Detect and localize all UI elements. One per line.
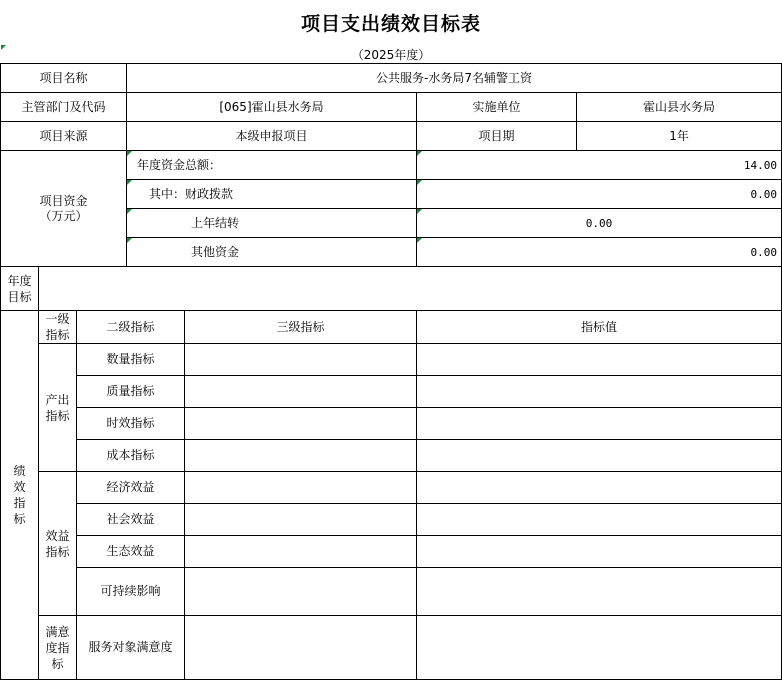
- output-item: 时效指标: [77, 408, 185, 440]
- output-item: 质量指标: [77, 376, 185, 408]
- dept-label: 主管部门及代码: [1, 93, 127, 122]
- perf-indicator-group: [1, 311, 39, 680]
- funds-other-label: 其他资金: [127, 238, 417, 267]
- level3-cell[interactable]: [185, 616, 417, 680]
- benefit-indicator-label: 效益指标: [45, 528, 70, 559]
- year-subtitle: （2025年度）: [351, 47, 431, 62]
- output-indicator-label: 产出指标: [45, 392, 70, 423]
- level3-cell[interactable]: [185, 376, 417, 408]
- impl-unit-value[interactable]: 霍山县水务局: [577, 93, 782, 122]
- funds-fiscal-value[interactable]: 0.00: [417, 180, 782, 209]
- level2-header: 二级指标: [77, 311, 185, 344]
- output-item: 数量指标: [77, 344, 185, 376]
- level3-cell[interactable]: [185, 408, 417, 440]
- indicator-value-cell[interactable]: [417, 344, 782, 376]
- level3-header: 三级指标: [185, 311, 417, 344]
- satisfaction-item: 服务对象满意度: [77, 616, 185, 680]
- perf-indicator-label: 绩效指标: [13, 464, 26, 526]
- indicator-value-cell[interactable]: [417, 536, 782, 568]
- indicator-value-cell[interactable]: [417, 440, 782, 472]
- funds-carry-value[interactable]: 0.00: [417, 209, 782, 238]
- level3-cell[interactable]: [185, 344, 417, 376]
- funds-other-value[interactable]: 0.00: [417, 238, 782, 267]
- level3-cell[interactable]: [185, 504, 417, 536]
- indicator-value-cell[interactable]: [417, 376, 782, 408]
- funds-total-label: 年度资金总额：: [127, 151, 417, 180]
- indicator-value-cell[interactable]: [417, 616, 782, 680]
- level3-cell[interactable]: [185, 472, 417, 504]
- source-value[interactable]: 本级申报项目: [127, 122, 417, 151]
- indicator-value-cell[interactable]: [417, 472, 782, 504]
- output-item: 成本指标: [77, 440, 185, 472]
- benefit-item: 生态效益: [77, 536, 185, 568]
- funds-carry-label: 上年结转: [127, 209, 417, 238]
- source-label: 项目来源: [1, 122, 127, 151]
- funds-label: 项目资金 （万元）: [1, 151, 127, 267]
- satisfaction-indicator-label: 满意度指标: [45, 624, 70, 671]
- annual-goal-value[interactable]: [39, 267, 782, 311]
- period-value[interactable]: 1年: [577, 122, 782, 151]
- level3-cell[interactable]: [185, 568, 417, 616]
- indicator-value-cell[interactable]: [417, 408, 782, 440]
- level3-cell[interactable]: [185, 440, 417, 472]
- dept-value[interactable]: [065]霍山县水务局: [127, 93, 417, 122]
- performance-goal-table: [0, 63, 782, 680]
- benefit-item: 社会效益: [77, 504, 185, 536]
- project-name-label: 项目名称: [1, 64, 127, 93]
- benefit-item: 可持续影响: [77, 568, 185, 616]
- annual-goal-label: 年度目标: [7, 273, 32, 304]
- indicator-value-header: 指标值: [417, 311, 782, 344]
- page-title: 项目支出绩效目标表: [300, 12, 481, 35]
- indicator-value-cell[interactable]: [417, 568, 782, 616]
- funds-fiscal-label: 其中：财政拨款: [127, 180, 417, 209]
- funds-total-value[interactable]: 14.00: [417, 151, 782, 180]
- period-label: 项目期: [417, 122, 577, 151]
- indicator-value-cell[interactable]: [417, 504, 782, 536]
- level3-cell[interactable]: [185, 536, 417, 568]
- level1-header: 一级指标: [45, 312, 70, 342]
- benefit-item: 经济效益: [77, 472, 185, 504]
- impl-unit-label: 实施单位: [417, 93, 577, 122]
- project-name-value[interactable]: 公共服务-水务局7名辅警工资: [127, 64, 782, 93]
